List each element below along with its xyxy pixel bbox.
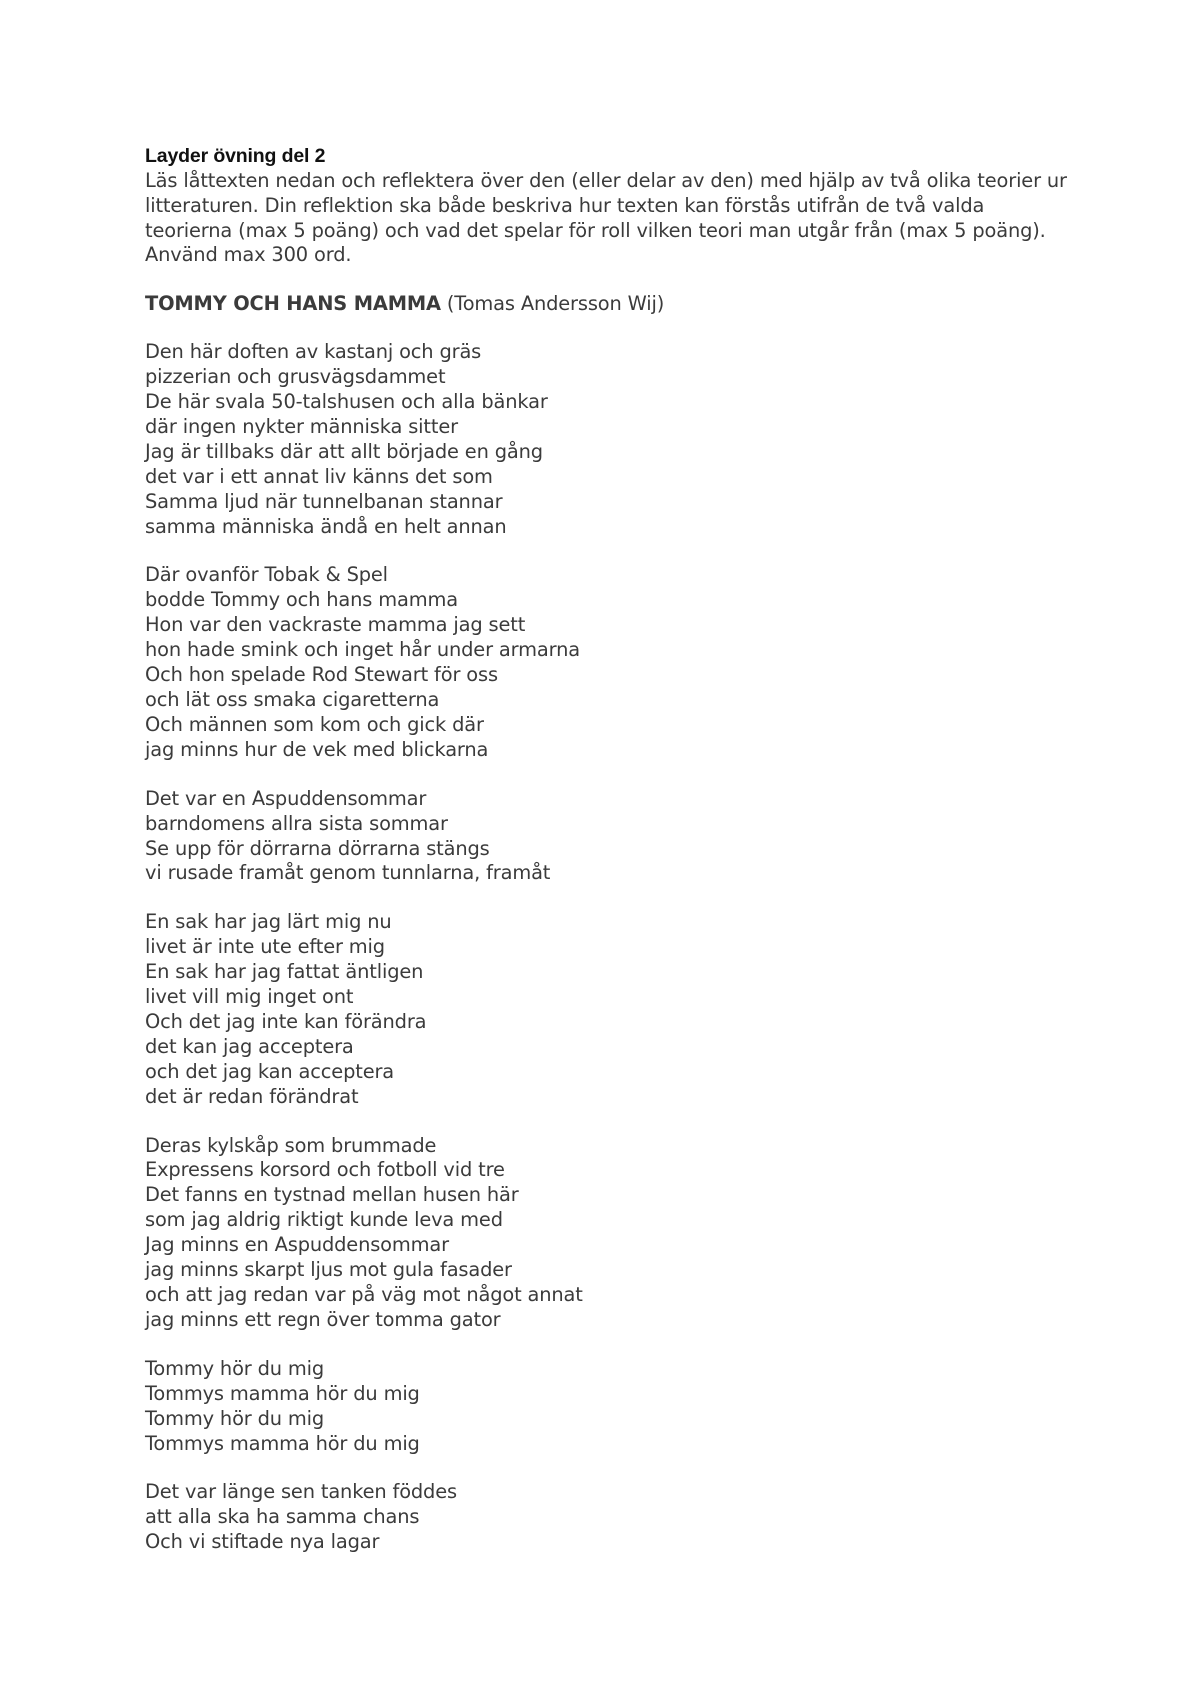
- lyric-line: och att jag redan var på väg mot något annat: [145, 1283, 583, 1306]
- lyric-line: det var i ett annat liv känns det som: [145, 464, 493, 488]
- lyric-line: Hon var den vackraste mamma jag sett: [145, 613, 526, 637]
- lyric-line: som jag aldrig riktigt kunde leva med: [145, 1208, 503, 1232]
- lyric-line: Och männen som kom och gick där: [145, 712, 484, 736]
- assignment-instructions: Läs låttexten nedan och reflektera över den (eller delar av den) med hjälp av två olika teorier ur litteraturen. Din reflektion ska både beskriva hur texten kan förstås utifrån de två valda teorierna (max 5 poäng) och vad det spelar för roll vilken teori man utgår från (max 5 poäng). Använd max 300 ord.: [145, 169, 1067, 267]
- lyric-line: hon hade smink och inget hår under armarna: [145, 638, 580, 662]
- lyric-line: Den här doften av kastanj och gräs: [145, 340, 482, 364]
- lyric-line: jag minns hur de vek med blickarna: [145, 737, 489, 761]
- lyric-line: pizzerian och grusvägsdammet: [145, 365, 446, 389]
- lyric-line: och lät oss smaka cigaretterna: [145, 687, 440, 711]
- document-page: [145, 144, 1075, 1579]
- stanza: [145, 1134, 1075, 1333]
- lyric-line: Tommy hör du mig: [145, 1356, 325, 1380]
- song-header: [145, 291, 1075, 316]
- lyric-line: livet vill mig inget ont: [145, 985, 354, 1009]
- lyric-line: Det var en Aspuddensommar: [145, 786, 427, 810]
- lyric-line: Expressens korsord och fotboll vid tre: [145, 1158, 505, 1182]
- lyric-line: jag minns skarpt ljus mot gula fasader: [145, 1258, 512, 1282]
- lyric-line: En sak har jag fattat äntligen: [145, 960, 424, 984]
- lyric-line: samma människa ändå en helt annan: [145, 514, 507, 538]
- lyrics: [145, 340, 1075, 1555]
- song-title: TOMMY OCH HANS MAMMA: [145, 292, 441, 316]
- lyric-line: Samma ljud när tunnelbanan stannar: [145, 489, 503, 513]
- lyric-line: Tommys mamma hör du mig: [145, 1431, 420, 1455]
- lyric-line: det kan jag acceptera: [145, 1034, 354, 1058]
- lyric-line: Jag minns en Aspuddensommar: [145, 1233, 449, 1257]
- lyric-line: och det jag kan acceptera: [145, 1059, 395, 1083]
- lyric-line: Det var länge sen tanken föddes: [145, 1480, 457, 1504]
- lyric-line: Där ovanför Tobak & Spel: [145, 563, 388, 587]
- lyric-line: barndomens allra sista sommar: [145, 811, 448, 835]
- stanza: [145, 910, 1075, 1109]
- lyric-line: Det fanns en tystnad mellan husen här: [145, 1183, 519, 1207]
- document-heading: Layder övning del 2: [145, 145, 326, 167]
- lyric-line: De här svala 50-talshusen och alla bänkar: [145, 390, 548, 413]
- stanza: [145, 340, 1075, 539]
- lyric-line: att alla ska ha samma chans: [145, 1505, 420, 1529]
- stanza: [145, 563, 1075, 762]
- lyric-line: Deras kylskåp som brummade: [145, 1133, 437, 1157]
- lyric-line: jag minns ett regn över tomma gator: [145, 1307, 501, 1331]
- lyric-line: Se upp för dörrarna dörrarna stängs: [145, 836, 490, 860]
- stanza: [145, 1357, 1075, 1457]
- lyric-line: Tommys mamma hör du mig: [145, 1381, 420, 1405]
- stanza: [145, 1480, 1075, 1555]
- lyric-line: Och vi stiftade nya lagar: [145, 1530, 380, 1554]
- stanza: [145, 787, 1075, 887]
- lyric-line: där ingen nykter människa sitter: [145, 414, 458, 438]
- lyric-line: Jag är tillbaks där att allt började en gång: [145, 439, 543, 463]
- lyric-line: Tommy hör du mig: [145, 1406, 325, 1430]
- lyric-line: Och hon spelade Rod Stewart för oss: [145, 663, 498, 687]
- lyric-line: det är redan förändrat: [145, 1084, 359, 1108]
- lyric-line: Och det jag inte kan förändra: [145, 1009, 427, 1033]
- lyric-line: vi rusade framåt genom tunnlarna, framåt: [145, 861, 551, 885]
- lyric-line: livet är inte ute efter mig: [145, 935, 385, 959]
- lyric-line: En sak har jag lärt mig nu: [145, 910, 392, 934]
- song-author: (Tomas Andersson Wij): [446, 292, 665, 316]
- lyric-line: bodde Tommy och hans mamma: [145, 588, 458, 612]
